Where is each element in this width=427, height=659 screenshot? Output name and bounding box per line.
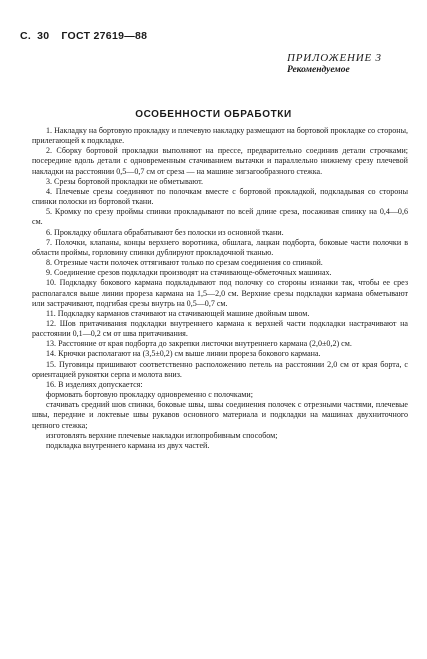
list-item-1: формовать бортовую прокладку одновременно с полочками; [46,390,253,400]
section-title: ОСОБЕННОСТИ ОБРАБОТКИ [135,109,292,120]
paragraph-5: 5. Кромку по срезу проймы спинки прокладывают по всей длине среза, посаживая спинку на 0,4—0,6 см. [32,207,408,227]
document-body [32,126,408,451]
appendix-subtitle: Рекомендуемое [287,65,350,75]
paragraph-8: 8. Отрезные части полочек оттягивают только по срезам соединения со спинкой. [46,258,323,268]
paragraph-1: 1. Накладку на бортовую прокладку и плечевую накладку размещают на бортовой прокладке со стороны, прилегающей к подкладке. [32,126,408,146]
appendix-block [287,52,407,75]
paragraph-10: 10. Подкладку бокового кармана подкладывают под полочку со стороны изнанки так, чтобы ее срез располагался выше линии прореза кармана на 1,5—2,0 см. Верхние срезы подкладки кармана обметывают или застрачивают, подгибая срезы внутрь на 0,5—0,7 см. [32,278,408,308]
paragraph-9: 9. Соединение срезов подкладки производят на стачивающе-обметочных машинах. [46,268,332,278]
paragraph-3: 3. Срезы бортовой прокладки не обметывают. [46,176,204,186]
paragraph-4: 4. Плечевые срезы соединяют по полочкам вместе с бортовой прокладкой, подкладывая со стороны спинки полоски из бортовой ткани. [32,186,408,207]
paragraph-6: 6. Прокладку обшлага обрабатывают без полоски из основной ткани. [46,227,284,237]
page-header [20,30,153,42]
paragraph-16: 16. В изделиях допускается: [46,379,143,389]
list-item-2: стачивать средний шов спинки, боковые швы, швы соединения полочек с отрезными частями, плечевые швы, передние и локтевые швы рукавов основного материала и подкладки на машинах двухниточного цепного стежка; [32,400,408,430]
page-number: 30 [37,30,50,42]
appendix-title: ПРИЛОЖЕНИЕ 3 [287,52,382,64]
paragraph-11: 11. Подкладку карманов стачивают на стачивающей машине двойным швом. [46,308,310,318]
list-item-3: изготовлять верхние плечевые накладки иглопробивным способом; [46,430,278,440]
list-item-4: подкладка внутреннего кармана из двух частей. [46,440,210,450]
paragraph-13: 13. Расстояние от края подборта до закрепки листочки внутреннего кармана (2,0±0,2) см. [46,339,352,349]
paragraph-2: 2. Сборку бортовой прокладки выполняют на прессе, предварительно соединив детали строчками; посередине вдоль детали с одновременным стачиванием вытачки и параллельно нижнему срезу плечевой накладки на расстоянии 0,5—0,7 см от среза — на машине зигзагообразного стежка. [32,146,408,176]
paragraph-15: 15. Пуговицы пришивают соответственно расположению петель на расстоянии 2,0 см от края борта, с ориентацией рукоятки серпа и молота вниз. [32,359,408,379]
paragraph-7: 7. Полочки, клапаны, концы верхнего воротника, обшлага, лацкан подборта, боковые части полочки в области проймы, горловину спинки дублируют прокладочной тканью. [32,237,408,257]
standard-code: ГОСТ 27619—88 [61,30,148,42]
page-marker: С. [20,30,32,42]
paragraph-14: 14. Крючки располагают на (3,5±0,2) см выше линии прореза бокового кармана. [46,349,321,359]
paragraph-12: 12. Шов притачивания подкладки внутреннего кармана к верхней части подкладки настрачивают на расстоянии 0,1—0,2 см от шва притачивания. [32,318,408,339]
